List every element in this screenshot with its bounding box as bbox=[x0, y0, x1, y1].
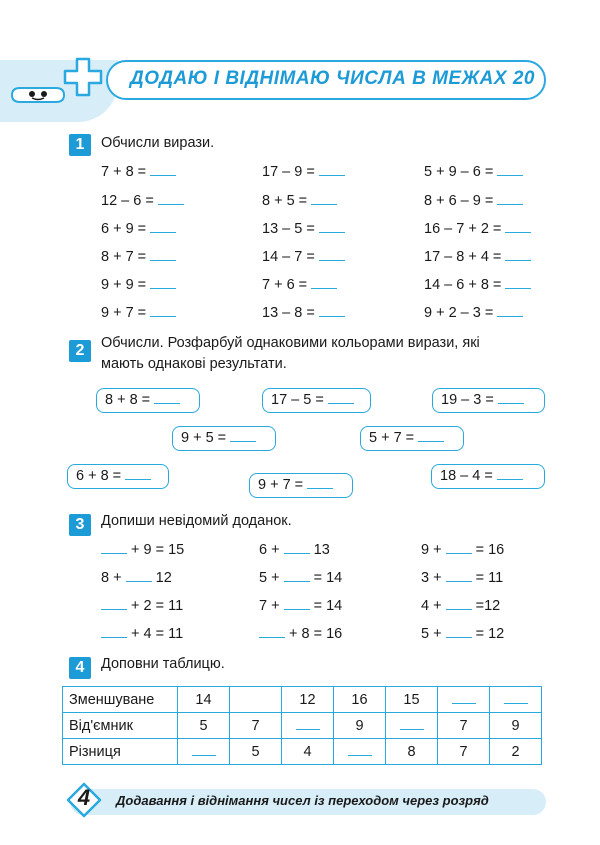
task1-expr[interactable]: 17 – 8 + 4 = bbox=[424, 248, 531, 265]
plus-icon bbox=[62, 56, 104, 98]
missing-addend-expr[interactable]: 6 + 13 bbox=[259, 542, 330, 558]
page-title: ДОДАЮ І ВІДНІМАЮ ЧИСЛА В МЕЖАХ 20 bbox=[130, 68, 535, 89]
task4-instruction: Доповни таблицю. bbox=[101, 656, 225, 672]
table-cell[interactable]: 4 bbox=[282, 739, 334, 765]
missing-addend-expr[interactable]: 5 + = 14 bbox=[259, 570, 343, 586]
table-cell[interactable]: 5 bbox=[230, 739, 282, 765]
missing-addend-expr[interactable]: 9 + = 16 bbox=[421, 542, 505, 558]
missing-addend-expr[interactable]: + 8 = 16 bbox=[259, 625, 342, 642]
answer-blank[interactable] bbox=[400, 719, 424, 730]
task1-expr[interactable]: 5 + 9 – 6 = bbox=[424, 163, 523, 180]
expression-box[interactable]: 19 – 3 = bbox=[432, 388, 545, 413]
task-number-3: 3 bbox=[69, 514, 91, 536]
table-row-minuend bbox=[63, 687, 542, 713]
task1-expr[interactable]: 17 – 9 = bbox=[262, 163, 345, 180]
table-cell[interactable]: 14 bbox=[178, 687, 230, 713]
table-cell[interactable] bbox=[490, 687, 542, 713]
task3-instruction: Допиши невідомий доданок. bbox=[101, 513, 292, 529]
task1-expr[interactable]: 7 + 8 = bbox=[101, 163, 176, 180]
answer-blank[interactable] bbox=[192, 745, 216, 756]
answer-blank[interactable] bbox=[504, 693, 528, 704]
smiley-icon bbox=[10, 86, 66, 104]
table-cell[interactable]: 9 bbox=[490, 713, 542, 739]
task1-expr[interactable]: 8 + 6 – 9 = bbox=[424, 192, 523, 209]
row-label: Різниця bbox=[63, 739, 178, 765]
task1-expr[interactable]: 14 – 6 + 8 = bbox=[424, 276, 531, 293]
task-number-1: 1 bbox=[69, 134, 91, 156]
missing-addend-expr[interactable]: 7 + = 14 bbox=[259, 598, 343, 614]
task1-instruction: Обчисли вирази. bbox=[101, 135, 215, 151]
missing-addend-expr[interactable]: + 2 = 11 bbox=[101, 597, 183, 614]
table-cell[interactable]: 7 bbox=[438, 739, 490, 765]
table-cell[interactable] bbox=[438, 687, 490, 713]
task2-instruction-line1: Обчисли. Розфарбуй однаковими кольорами вирази, які bbox=[101, 335, 480, 351]
task1-expr[interactable]: 13 – 5 = bbox=[262, 220, 345, 237]
table-row-difference bbox=[63, 739, 542, 765]
expression-box[interactable]: 5 + 7 = bbox=[360, 426, 464, 451]
table-cell[interactable] bbox=[334, 739, 386, 765]
expression-box[interactable]: 9 + 7 = bbox=[249, 473, 353, 498]
task2-instruction-line2: мають однакові результати. bbox=[101, 356, 287, 372]
table-cell[interactable]: 5 bbox=[178, 713, 230, 739]
missing-addend-expr[interactable]: + 4 = 11 bbox=[101, 625, 183, 642]
task1-expr[interactable]: 9 + 9 = bbox=[101, 276, 176, 293]
table-cell[interactable]: 9 bbox=[334, 713, 386, 739]
task-number-4: 4 bbox=[69, 657, 91, 679]
missing-addend-expr[interactable]: 3 + = 11 bbox=[421, 570, 504, 586]
task1-expr[interactable]: 9 + 7 = bbox=[101, 304, 176, 321]
table-cell[interactable]: 16 bbox=[334, 687, 386, 713]
table-cell[interactable]: 7 bbox=[438, 713, 490, 739]
missing-addend-expr[interactable]: 8 + 12 bbox=[101, 570, 172, 586]
expression-box[interactable]: 17 – 5 = bbox=[262, 388, 371, 413]
table-cell[interactable]: 7 bbox=[230, 713, 282, 739]
answer-blank[interactable] bbox=[348, 745, 372, 756]
table-row-subtrahend bbox=[63, 713, 542, 739]
row-label: Від'ємник bbox=[63, 713, 178, 739]
table-cell[interactable] bbox=[282, 713, 334, 739]
expression-box[interactable]: 8 + 8 = bbox=[96, 388, 200, 413]
task1-expr[interactable]: 6 + 9 = bbox=[101, 220, 176, 237]
table-cell[interactable] bbox=[230, 687, 282, 713]
expression-box[interactable]: 18 – 4 = bbox=[431, 464, 545, 489]
task1-expr[interactable]: 14 – 7 = bbox=[262, 248, 345, 265]
table-cell[interactable]: 2 bbox=[490, 739, 542, 765]
task1-expr[interactable]: 12 – 6 = bbox=[101, 192, 184, 209]
task1-expr[interactable]: 7 + 6 = bbox=[262, 276, 337, 293]
answer-blank[interactable] bbox=[452, 693, 476, 704]
task1-expr[interactable]: 16 – 7 + 2 = bbox=[424, 220, 531, 237]
row-label: Зменшуване bbox=[63, 687, 178, 713]
task1-expr[interactable]: 9 + 2 – 3 = bbox=[424, 304, 523, 321]
subtraction-table bbox=[62, 686, 542, 765]
missing-addend-expr[interactable]: 5 + = 12 bbox=[421, 626, 505, 642]
expression-box[interactable]: 9 + 5 = bbox=[172, 426, 276, 451]
missing-addend-expr[interactable]: 4 + =12 bbox=[421, 598, 501, 614]
table-cell[interactable]: 12 bbox=[282, 687, 334, 713]
table-cell[interactable]: 8 bbox=[386, 739, 438, 765]
page-number: 4 bbox=[77, 785, 91, 810]
missing-addend-expr[interactable]: + 9 = 15 bbox=[101, 541, 184, 558]
answer-blank[interactable] bbox=[296, 719, 320, 730]
expression-box[interactable]: 6 + 8 = bbox=[67, 464, 169, 489]
table-cell[interactable]: 15 bbox=[386, 687, 438, 713]
task1-expr[interactable]: 8 + 7 = bbox=[101, 248, 176, 265]
task1-expr[interactable]: 13 – 8 = bbox=[262, 304, 345, 321]
table-cell[interactable] bbox=[178, 739, 230, 765]
footer-chapter-title: Додавання і віднімання чисел із переходом через розряд bbox=[116, 793, 489, 808]
task1-expr[interactable]: 8 + 5 = bbox=[262, 192, 337, 209]
table-cell[interactable] bbox=[386, 713, 438, 739]
task-number-2: 2 bbox=[69, 340, 91, 362]
